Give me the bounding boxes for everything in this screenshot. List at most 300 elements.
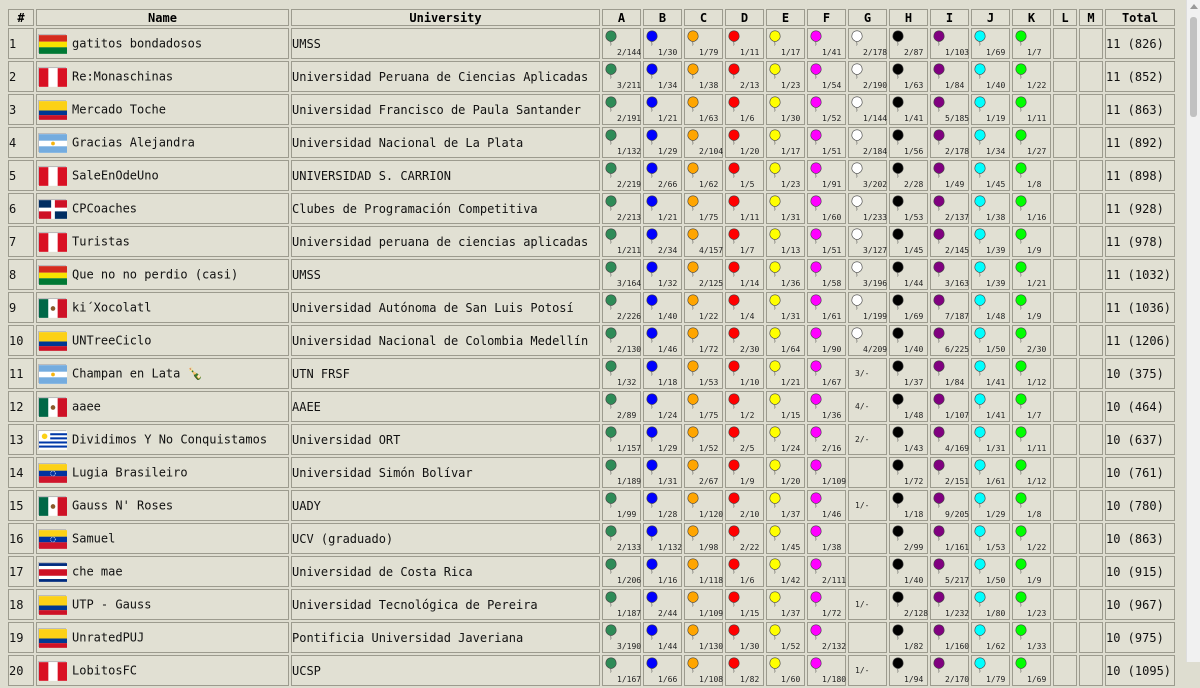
problem-d-cell[interactable] <box>725 94 764 125</box>
problem-m-cell[interactable] <box>1079 226 1103 257</box>
problem-a-cell[interactable] <box>602 622 641 653</box>
problem-k-cell[interactable] <box>1012 490 1051 521</box>
problem-m-cell[interactable] <box>1079 622 1103 653</box>
header-problem-h[interactable]: H <box>889 9 928 26</box>
problem-a-cell[interactable] <box>602 259 641 290</box>
problem-m-cell[interactable] <box>1079 28 1103 59</box>
problem-score: 1/40 <box>658 312 678 321</box>
problem-g-cell[interactable] <box>848 655 887 686</box>
problem-j-cell[interactable] <box>971 259 1010 290</box>
problem-i-cell[interactable] <box>930 589 969 620</box>
problem-g-cell[interactable] <box>848 226 887 257</box>
vertical-scrollbar[interactable] <box>1186 0 1200 662</box>
problem-g-cell[interactable] <box>848 127 887 158</box>
problem-f-cell[interactable] <box>807 127 846 158</box>
problem-c-cell[interactable] <box>684 655 723 686</box>
problem-e-cell[interactable] <box>766 523 805 554</box>
problem-g-cell[interactable] <box>848 28 887 59</box>
problem-a-cell[interactable] <box>602 28 641 59</box>
problem-b-cell[interactable] <box>643 226 682 257</box>
problem-f-cell[interactable] <box>807 490 846 521</box>
problem-a-cell[interactable] <box>602 457 641 488</box>
problem-m-cell[interactable] <box>1079 358 1103 389</box>
problem-f-cell[interactable] <box>807 61 846 92</box>
problem-b-cell[interactable] <box>643 457 682 488</box>
problem-a-cell[interactable] <box>602 589 641 620</box>
university-cell: Universidad peruana de ciencias aplicadas <box>291 226 600 257</box>
problem-c-cell[interactable] <box>684 424 723 455</box>
problem-e-cell[interactable] <box>766 292 805 323</box>
problem-e-cell[interactable] <box>766 28 805 59</box>
problem-d-cell[interactable] <box>725 292 764 323</box>
problem-m-cell[interactable] <box>1079 424 1103 455</box>
problem-i-cell[interactable] <box>930 127 969 158</box>
problem-l-cell[interactable] <box>1053 622 1077 653</box>
header-problem-d[interactable]: D <box>725 9 764 26</box>
problem-c-cell[interactable] <box>684 226 723 257</box>
problem-h-cell[interactable] <box>889 127 928 158</box>
problem-k-cell[interactable] <box>1012 622 1051 653</box>
problem-j-cell[interactable] <box>971 226 1010 257</box>
problem-l-cell[interactable] <box>1053 424 1077 455</box>
problem-f-cell[interactable] <box>807 655 846 686</box>
problem-k-cell[interactable] <box>1012 424 1051 455</box>
problem-b-cell[interactable] <box>643 61 682 92</box>
problem-j-cell[interactable] <box>971 655 1010 686</box>
header-problem-m[interactable]: M <box>1079 9 1103 26</box>
problem-e-cell[interactable] <box>766 94 805 125</box>
problem-m-cell[interactable] <box>1079 523 1103 554</box>
problem-i-cell[interactable] <box>930 193 969 224</box>
problem-k-cell[interactable] <box>1012 193 1051 224</box>
problem-h-cell[interactable] <box>889 424 928 455</box>
argentina-flag-icon <box>38 364 66 383</box>
problem-k-cell[interactable] <box>1012 292 1051 323</box>
problem-b-cell[interactable] <box>643 490 682 521</box>
problem-f-cell[interactable] <box>807 391 846 422</box>
problem-k-cell[interactable] <box>1012 127 1051 158</box>
problem-g-cell[interactable] <box>848 490 887 521</box>
problem-i-cell[interactable] <box>930 61 969 92</box>
problem-m-cell[interactable] <box>1079 490 1103 521</box>
problem-g-cell[interactable] <box>848 160 887 191</box>
problem-b-cell[interactable] <box>643 193 682 224</box>
team-name-cell <box>36 523 289 554</box>
problem-m-cell[interactable] <box>1079 193 1103 224</box>
problem-i-cell[interactable] <box>930 226 969 257</box>
problem-score: 1/6 <box>740 576 755 585</box>
problem-h-cell[interactable] <box>889 622 928 653</box>
problem-a-cell[interactable] <box>602 160 641 191</box>
problem-d-cell[interactable] <box>725 490 764 521</box>
problem-f-cell[interactable] <box>807 28 846 59</box>
problem-score: 1/189 <box>617 477 642 486</box>
problem-m-cell[interactable] <box>1079 259 1103 290</box>
problem-l-cell[interactable] <box>1053 325 1077 356</box>
problem-g-cell[interactable] <box>848 94 887 125</box>
problem-score: 2/145 <box>945 246 970 255</box>
problem-c-cell[interactable] <box>684 28 723 59</box>
problem-c-cell[interactable] <box>684 193 723 224</box>
problem-d-cell[interactable] <box>725 226 764 257</box>
problem-i-cell[interactable] <box>930 655 969 686</box>
problem-h-cell[interactable] <box>889 193 928 224</box>
problem-c-cell[interactable] <box>684 61 723 92</box>
problem-h-cell[interactable] <box>889 589 928 620</box>
problem-k-cell[interactable] <box>1012 655 1051 686</box>
problem-d-cell[interactable] <box>725 622 764 653</box>
problem-j-cell[interactable] <box>971 160 1010 191</box>
problem-k-cell[interactable] <box>1012 325 1051 356</box>
problem-m-cell[interactable] <box>1079 457 1103 488</box>
header-problem-g[interactable]: G <box>848 9 887 26</box>
problem-b-cell[interactable] <box>643 358 682 389</box>
problem-m-cell[interactable] <box>1079 556 1103 587</box>
problem-f-cell[interactable] <box>807 292 846 323</box>
problem-c-cell[interactable] <box>684 490 723 521</box>
problem-m-cell[interactable] <box>1079 325 1103 356</box>
problem-g-cell[interactable] <box>848 358 887 389</box>
problem-c-cell[interactable] <box>684 556 723 587</box>
problem-m-cell[interactable] <box>1079 127 1103 158</box>
problem-j-cell[interactable] <box>971 490 1010 521</box>
problem-j-cell[interactable] <box>971 358 1010 389</box>
problem-h-cell[interactable] <box>889 28 928 59</box>
problem-m-cell[interactable] <box>1079 61 1103 92</box>
problem-l-cell[interactable] <box>1053 523 1077 554</box>
problem-f-cell[interactable] <box>807 358 846 389</box>
header-problem-k[interactable]: K <box>1012 9 1051 26</box>
problem-d-cell[interactable] <box>725 127 764 158</box>
problem-h-cell[interactable] <box>889 94 928 125</box>
header-problem-f[interactable]: F <box>807 9 846 26</box>
problem-a-cell[interactable] <box>602 655 641 686</box>
problem-k-cell[interactable] <box>1012 61 1051 92</box>
problem-d-cell[interactable] <box>725 28 764 59</box>
problem-a-cell[interactable] <box>602 61 641 92</box>
header-university[interactable]: University <box>291 9 600 26</box>
problem-g-cell[interactable] <box>848 325 887 356</box>
problem-g-cell[interactable] <box>848 292 887 323</box>
problem-g-cell[interactable] <box>848 61 887 92</box>
problem-f-cell[interactable] <box>807 424 846 455</box>
problem-k-cell[interactable] <box>1012 457 1051 488</box>
problem-a-cell[interactable] <box>602 358 641 389</box>
total-cell: 11 (1032) <box>1105 259 1175 290</box>
problem-d-cell[interactable] <box>725 589 764 620</box>
problem-l-cell[interactable] <box>1053 127 1077 158</box>
problem-m-cell[interactable] <box>1079 160 1103 191</box>
problem-c-cell[interactable] <box>684 160 723 191</box>
problem-e-cell[interactable] <box>766 655 805 686</box>
problem-c-cell[interactable] <box>684 391 723 422</box>
problem-g-cell[interactable] <box>848 391 887 422</box>
problem-l-cell[interactable] <box>1053 259 1077 290</box>
team-name: gatitos bondadosos <box>72 36 203 51</box>
problem-e-cell[interactable] <box>766 61 805 92</box>
problem-e-cell[interactable] <box>766 589 805 620</box>
problem-e-cell[interactable] <box>766 358 805 389</box>
problem-b-cell[interactable] <box>643 391 682 422</box>
problem-e-cell[interactable] <box>766 325 805 356</box>
problem-l-cell[interactable] <box>1053 94 1077 125</box>
problem-h-cell[interactable] <box>889 292 928 323</box>
problem-b-cell[interactable] <box>643 292 682 323</box>
problem-b-cell[interactable] <box>643 424 682 455</box>
header-problem-i[interactable]: I <box>930 9 969 26</box>
team-row <box>8 589 1175 620</box>
problem-k-cell[interactable] <box>1012 226 1051 257</box>
problem-k-cell[interactable] <box>1012 358 1051 389</box>
problem-c-cell[interactable] <box>684 127 723 158</box>
header-problem-j[interactable]: J <box>971 9 1010 26</box>
header-problem-l[interactable]: L <box>1053 9 1077 26</box>
problem-d-cell[interactable] <box>725 358 764 389</box>
problem-i-cell[interactable] <box>930 28 969 59</box>
problem-score: 2/184 <box>863 147 888 156</box>
problem-j-cell[interactable] <box>971 457 1010 488</box>
problem-h-cell[interactable] <box>889 523 928 554</box>
problem-b-cell[interactable] <box>643 259 682 290</box>
problem-e-cell[interactable] <box>766 490 805 521</box>
problem-e-cell[interactable] <box>766 160 805 191</box>
problem-c-cell[interactable] <box>684 589 723 620</box>
problem-e-cell[interactable] <box>766 259 805 290</box>
team-name-cell <box>36 457 289 488</box>
problem-l-cell[interactable] <box>1053 556 1077 587</box>
problem-a-cell[interactable] <box>602 94 641 125</box>
problem-d-cell[interactable] <box>725 556 764 587</box>
header-problem-e[interactable]: E <box>766 9 805 26</box>
scroll-up-arrow-icon[interactable] <box>1190 4 1198 9</box>
problem-b-cell[interactable] <box>643 325 682 356</box>
problem-j-cell[interactable] <box>971 325 1010 356</box>
problem-g-cell[interactable] <box>848 523 887 554</box>
problem-d-cell[interactable] <box>725 193 764 224</box>
problem-i-cell[interactable] <box>930 358 969 389</box>
problem-l-cell[interactable] <box>1053 193 1077 224</box>
problem-m-cell[interactable] <box>1079 655 1103 686</box>
problem-f-cell[interactable] <box>807 193 846 224</box>
problem-j-cell[interactable] <box>971 589 1010 620</box>
problem-f-cell[interactable] <box>807 622 846 653</box>
problem-h-cell[interactable] <box>889 391 928 422</box>
problem-m-cell[interactable] <box>1079 589 1103 620</box>
problem-b-cell[interactable] <box>643 622 682 653</box>
problem-l-cell[interactable] <box>1053 28 1077 59</box>
header-problem-c[interactable]: C <box>684 9 723 26</box>
problem-j-cell[interactable] <box>971 127 1010 158</box>
problem-j-cell[interactable] <box>971 292 1010 323</box>
problem-i-cell[interactable] <box>930 160 969 191</box>
problem-i-cell[interactable] <box>930 325 969 356</box>
scrollbar-thumb[interactable] <box>1190 17 1197 117</box>
problem-g-cell[interactable] <box>848 622 887 653</box>
problem-k-cell[interactable] <box>1012 556 1051 587</box>
problem-a-cell[interactable] <box>602 127 641 158</box>
problem-m-cell[interactable] <box>1079 391 1103 422</box>
problem-g-cell[interactable] <box>848 457 887 488</box>
problem-j-cell[interactable] <box>971 523 1010 554</box>
problem-i-cell[interactable] <box>930 622 969 653</box>
problem-b-cell[interactable] <box>643 160 682 191</box>
problem-c-cell[interactable] <box>684 622 723 653</box>
team-row <box>8 94 1175 125</box>
problem-e-cell[interactable] <box>766 193 805 224</box>
problem-k-cell[interactable] <box>1012 391 1051 422</box>
problem-d-cell[interactable] <box>725 655 764 686</box>
problem-k-cell[interactable] <box>1012 28 1051 59</box>
problem-j-cell[interactable] <box>971 61 1010 92</box>
problem-l-cell[interactable] <box>1053 292 1077 323</box>
problem-f-cell[interactable] <box>807 226 846 257</box>
problem-a-cell[interactable] <box>602 523 641 554</box>
problem-e-cell[interactable] <box>766 556 805 587</box>
problem-j-cell[interactable] <box>971 391 1010 422</box>
problem-f-cell[interactable] <box>807 556 846 587</box>
problem-j-cell[interactable] <box>971 28 1010 59</box>
problem-f-cell[interactable] <box>807 94 846 125</box>
problem-d-cell[interactable] <box>725 391 764 422</box>
problem-a-cell[interactable] <box>602 556 641 587</box>
problem-l-cell[interactable] <box>1053 457 1077 488</box>
problem-i-cell[interactable] <box>930 259 969 290</box>
problem-l-cell[interactable] <box>1053 61 1077 92</box>
problem-a-cell[interactable] <box>602 391 641 422</box>
problem-l-cell[interactable] <box>1053 490 1077 521</box>
problem-k-cell[interactable] <box>1012 160 1051 191</box>
problem-d-cell[interactable] <box>725 457 764 488</box>
problem-e-cell[interactable] <box>766 424 805 455</box>
problem-h-cell[interactable] <box>889 655 928 686</box>
problem-b-cell[interactable] <box>643 127 682 158</box>
problem-score: 1/99 <box>617 510 637 519</box>
problem-c-cell[interactable] <box>684 523 723 554</box>
problem-m-cell[interactable] <box>1079 94 1103 125</box>
problem-k-cell[interactable] <box>1012 94 1051 125</box>
problem-score: 1/45 <box>904 246 924 255</box>
problem-h-cell[interactable] <box>889 160 928 191</box>
problem-i-cell[interactable] <box>930 490 969 521</box>
problem-e-cell[interactable] <box>766 457 805 488</box>
problem-b-cell[interactable] <box>643 94 682 125</box>
problem-g-cell[interactable] <box>848 589 887 620</box>
problem-k-cell[interactable] <box>1012 589 1051 620</box>
problem-j-cell[interactable] <box>971 622 1010 653</box>
problem-c-cell[interactable] <box>684 259 723 290</box>
problem-f-cell[interactable] <box>807 457 846 488</box>
problem-a-cell[interactable] <box>602 193 641 224</box>
problem-g-cell[interactable] <box>848 424 887 455</box>
problem-a-cell[interactable] <box>602 325 641 356</box>
problem-i-cell[interactable] <box>930 424 969 455</box>
problem-d-cell[interactable] <box>725 523 764 554</box>
problem-f-cell[interactable] <box>807 325 846 356</box>
problem-i-cell[interactable] <box>930 556 969 587</box>
problem-d-cell[interactable] <box>725 259 764 290</box>
problem-c-cell[interactable] <box>684 292 723 323</box>
problem-c-cell[interactable] <box>684 358 723 389</box>
problem-f-cell[interactable] <box>807 259 846 290</box>
problem-k-cell[interactable] <box>1012 259 1051 290</box>
problem-m-cell[interactable] <box>1079 292 1103 323</box>
problem-e-cell[interactable] <box>766 622 805 653</box>
problem-i-cell[interactable] <box>930 523 969 554</box>
problem-l-cell[interactable] <box>1053 226 1077 257</box>
problem-h-cell[interactable] <box>889 490 928 521</box>
problem-l-cell[interactable] <box>1053 391 1077 422</box>
problem-score: 1/24 <box>658 411 678 420</box>
problem-i-cell[interactable] <box>930 94 969 125</box>
problem-b-cell[interactable] <box>643 589 682 620</box>
problem-d-cell[interactable] <box>725 424 764 455</box>
problem-h-cell[interactable] <box>889 259 928 290</box>
header-problem-a[interactable]: A <box>602 9 641 26</box>
problem-b-cell[interactable] <box>643 523 682 554</box>
problem-g-cell[interactable] <box>848 259 887 290</box>
problem-k-cell[interactable] <box>1012 523 1051 554</box>
problem-f-cell[interactable] <box>807 589 846 620</box>
problem-c-cell[interactable] <box>684 325 723 356</box>
problem-a-cell[interactable] <box>602 226 641 257</box>
problem-i-cell[interactable] <box>930 457 969 488</box>
university-cell: UCSP <box>291 655 600 686</box>
problem-j-cell[interactable] <box>971 193 1010 224</box>
problem-j-cell[interactable] <box>971 424 1010 455</box>
problem-c-cell[interactable] <box>684 457 723 488</box>
problem-score: 1/206 <box>617 576 642 585</box>
problem-l-cell[interactable] <box>1053 160 1077 191</box>
problem-h-cell[interactable] <box>889 61 928 92</box>
problem-d-cell[interactable] <box>725 325 764 356</box>
problem-h-cell[interactable] <box>889 556 928 587</box>
problem-j-cell[interactable] <box>971 556 1010 587</box>
problem-f-cell[interactable] <box>807 160 846 191</box>
problem-h-cell[interactable] <box>889 358 928 389</box>
problem-f-cell[interactable] <box>807 523 846 554</box>
problem-e-cell[interactable] <box>766 127 805 158</box>
problem-l-cell[interactable] <box>1053 589 1077 620</box>
total-cell: 10 (915) <box>1105 556 1175 587</box>
problem-score: 1/38 <box>822 543 842 552</box>
problem-l-cell[interactable] <box>1053 655 1077 686</box>
problem-j-cell[interactable] <box>971 94 1010 125</box>
problem-g-cell[interactable] <box>848 193 887 224</box>
problem-l-cell[interactable] <box>1053 358 1077 389</box>
problem-i-cell[interactable] <box>930 292 969 323</box>
problem-b-cell[interactable] <box>643 556 682 587</box>
problem-a-cell[interactable] <box>602 490 641 521</box>
problem-d-cell[interactable] <box>725 160 764 191</box>
problem-a-cell[interactable] <box>602 424 641 455</box>
problem-a-cell[interactable] <box>602 292 641 323</box>
problem-e-cell[interactable] <box>766 391 805 422</box>
header-name[interactable]: Name <box>36 9 289 26</box>
problem-score: 4/157 <box>699 246 724 255</box>
problem-h-cell[interactable] <box>889 325 928 356</box>
problem-c-cell[interactable] <box>684 94 723 125</box>
problem-i-cell[interactable] <box>930 391 969 422</box>
problem-h-cell[interactable] <box>889 457 928 488</box>
problem-d-cell[interactable] <box>725 61 764 92</box>
problem-g-cell[interactable] <box>848 556 887 587</box>
problem-h-cell[interactable] <box>889 226 928 257</box>
header-problem-b[interactable]: B <box>643 9 682 26</box>
university-cell: Universidad Nacional de La Plata <box>291 127 600 158</box>
problem-b-cell[interactable] <box>643 28 682 59</box>
problem-b-cell[interactable] <box>643 655 682 686</box>
problem-e-cell[interactable] <box>766 226 805 257</box>
